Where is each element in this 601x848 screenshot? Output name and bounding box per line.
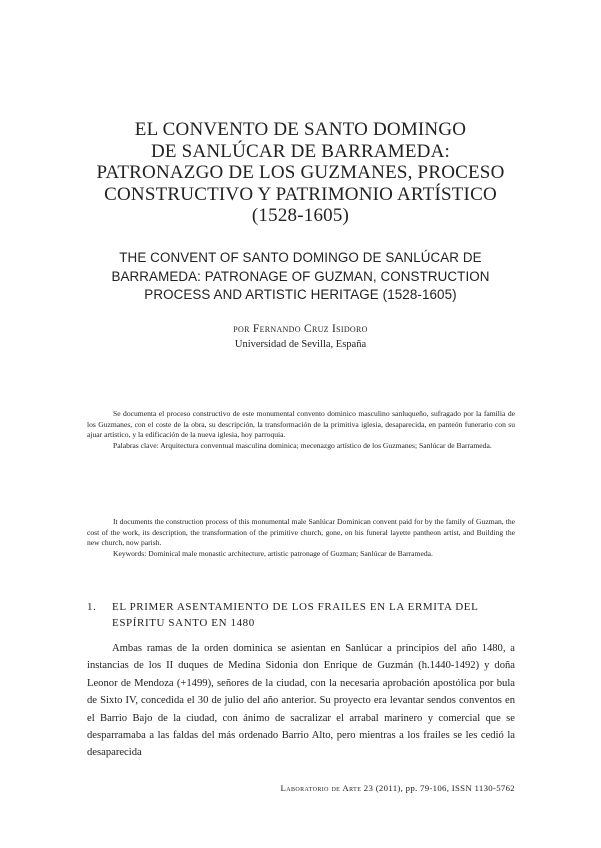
abstract-spanish [87, 409, 515, 452]
section-title: EL PRIMER ASENTAMIENTO DE LOS FRAILES EN LA ERMITA DEL ESPÍRITU SANTO EN 1480 [112, 601, 479, 629]
title-spanish-line: EL CONVENTO DE SANTO DOMINGO [134, 119, 467, 140]
section-heading [87, 599, 527, 631]
keywords-text: Dominical male monastic architecture, artistic patronage of Guzman; Sanlúcar de Barrameda. [148, 549, 433, 559]
author-name: por Fernando Cruz Isidoro [233, 323, 368, 335]
title-spanish-line: (1528-1605) [251, 205, 350, 227]
title-english [50, 249, 551, 305]
title-english-line: THE CONVENT OF SANTO DOMINGO DE SANLÚCAR DE [119, 250, 482, 265]
abstract-english-text: It documents the construction process of this monumental male Sanlúcar Dominican convent paid for by the family of Guzman, the cost of the work, its description, the transformation of the primitive church, gone, on his funeral layette pantheon artist, and Building the new church, now parish. [87, 517, 515, 548]
title-spanish-line: DE SANLÚCAR DE BARRAMEDA: [151, 140, 450, 162]
title-spanish-line: CONSTRUCTIVO Y PATRIMONIO ARTÍSTICO [104, 183, 497, 205]
journal-citation: 23 (2011), pp. 79-106, ISSN 1130-5762 [363, 783, 515, 793]
author-affiliation: Universidad de Sevilla, España [234, 339, 367, 350]
keywords-text: Arquitectura conventual masculina dominica; mecenazgo artístico de los Guzmanes; Sanlúcar de Barrameda. [160, 441, 492, 451]
title-english-line: PROCESS AND ARTISTIC HERITAGE (1528-1605) [144, 287, 457, 302]
journal-name: Laboratorio de Arte [280, 783, 362, 793]
page-footer [0, 783, 515, 793]
keywords-label: Palabras clave: [113, 441, 159, 451]
keywords-label: Keywords: [113, 549, 147, 559]
abstract-spanish-text: Se documenta el proceso constructivo de este monumental convento dominico masculino sanluqueño, sufragado por la familia de los Guzmanes, con el coste de la obra, su descripción, la transformación de la primitiva iglesia, desaparecida, en panteón funerario con su ajuar artístico, y la edificación de la nueva iglesia, hoy parroquia. [87, 409, 515, 440]
abstract-english [87, 517, 515, 560]
title-spanish-line: PATRONAZGO DE LOS GUZMANES, PROCESO [96, 162, 505, 184]
section-number: 1. [87, 601, 97, 613]
body-text [87, 640, 515, 762]
keywords-spanish [87, 441, 515, 452]
title-spanish [60, 119, 541, 227]
keywords-english [87, 549, 515, 560]
body-paragraph: Ambas ramas de la orden dominica se asientan en Sanlúcar a principios del año 1480, a instancias de los II duques de Medina Sidonia don Enrique de Guzmán (h.1440-1492) y doña Leonor de Mendoza (+1499), señores de la ciudad, con la necesaria aprobación apostólica por bula de Sixto IV, concedida el 30 de julio del año anterior. Su proyecto era levantar sendos conventos en el Barrio Bajo de la ciudad, con ánimo de sacralizar el arrabal marinero y comercial que se desparramaba a las faldas del más ordenado Barrio Alto, pero mientras a los frailes se les cedió la desaparecida [87, 643, 515, 759]
title-english-line: BARRAMEDA: PATRONAGE OF GUZMAN, CONSTRUCTION [111, 268, 490, 284]
